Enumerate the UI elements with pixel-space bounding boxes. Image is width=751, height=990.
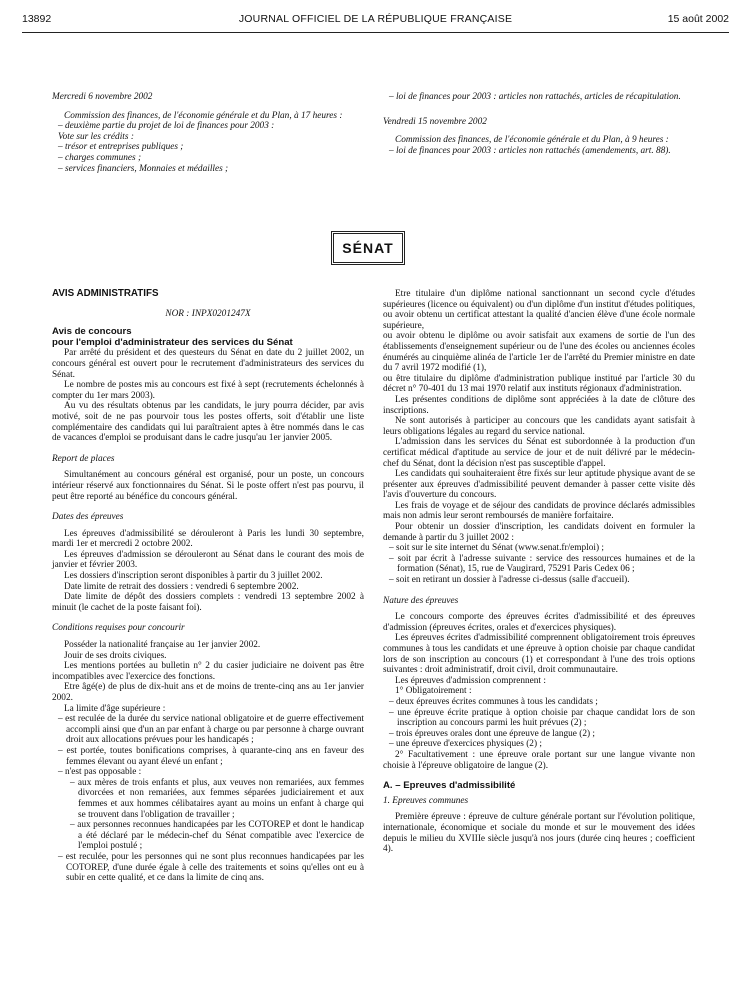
paragraph: Date limite de retrait des dossiers : vendredi 6 septembre 2002. xyxy=(64,581,299,592)
nor-reference: NOR : INPX0201247X xyxy=(165,308,251,319)
list-item: – soit sur le site internet du Sénat (www.senat.fr/emploi) ; xyxy=(389,543,604,554)
paragraph: Pour obtenir un dossier d'inscription, les candidats doivent en formuler la demande à partir du 3 juillet 2002 : xyxy=(383,522,695,543)
left-column xyxy=(52,289,364,884)
paragraph: Les épreuves d'admission se dérouleront au Sénat dans le courant des mois de janvier et février 2003. xyxy=(52,549,364,571)
list-item: – une épreuve d'exercices physiques (2) ; xyxy=(389,739,542,750)
list-item: – est portée, toutes bonifications comprises, à quarante-cinq ans en faveur des femmes élevant ou ayant élevé un enfant ; xyxy=(58,745,364,767)
agenda-item: Vote sur les crédits : xyxy=(58,131,134,142)
paragraph: Première épreuve : épreuve de culture générale portant sur l'évolution politique, internationale, économique et sociale du monde et sur le mouvement des idées depuis le milieu du XVIIIe siècle jusqu'à nos jours (durée cinq heures ; coefficient 4). xyxy=(383,812,695,855)
list-item: – n'est pas opposable : xyxy=(58,767,142,778)
notice-title: Avis de concours xyxy=(52,326,132,338)
agenda-commission: Commission des finances, de l'économie générale et du Plan, à 17 heures : xyxy=(64,110,343,121)
paragraph: Les frais de voyage et de séjour des candidats de province déclarés admissibles mais non admis leur seront remboursés de manière forfaitaire. xyxy=(383,500,695,522)
paragraph: L'admission dans les services du Sénat est subordonnée à la production d'un certificat médical d'aptitude au service de jour et de nuit délivré par le médecin-chef du Sénat, dont la décision n'est pas susceptible d'appel. xyxy=(383,437,695,469)
page-number: 13892 xyxy=(22,13,52,25)
agenda-item: – deuxième partie du projet de loi de finances pour 2003 : xyxy=(58,121,275,132)
paragraph: Le nombre de postes mis au concours est fixé à sept (recrutements échelonnés à compter du 1er mars 2003). xyxy=(52,380,364,401)
paragraph: Les présentes conditions de diplôme sont appréciées à la date de clôture des inscriptions. xyxy=(383,394,695,416)
paragraph: Les mentions portées au bulletin n° 2 du casier judiciaire ne doivent pas être incompatibles avec l'exercice des fonctions. xyxy=(52,661,364,682)
paragraph: Posséder la nationalité française au 1er janvier 2002. xyxy=(64,640,261,651)
agenda-left xyxy=(52,92,364,174)
agenda-day: Mercredi 6 novembre 2002 xyxy=(52,92,153,102)
list-item: – soit par écrit à l'adresse suivante : service des ressources humaines et de la formation (Sénat), 15, rue de Vaugirard, 75291 Paris Cedex 06 ; xyxy=(389,553,695,575)
right-column xyxy=(383,289,695,855)
page-header xyxy=(22,13,729,29)
list-item: – aux mères de trois enfants et plus, aux veuves non remariées, aux femmes divorcées et non remariées, aux femmes séparées judiciairement et aux femmes et aux hommes célibataires ayant au moins un enfant à charge qui se trouvent dans l'obligation de travailler ; xyxy=(70,777,364,820)
paragraph: La limite d'âge supérieure : xyxy=(64,703,166,714)
subheading: Dates des épreuves xyxy=(52,512,124,523)
agenda-item: – loi de finances pour 2003 : articles non rattachés, articles de récapitulation. xyxy=(389,92,681,102)
paragraph: 1° Obligatoirement : xyxy=(395,686,472,697)
list-item: – une épreuve écrite pratique à option choisie par chaque candidat lors de son inscription au concours parmi les huit prévues (2) ; xyxy=(389,707,695,729)
paragraph: Les dossiers d'inscription seront disponibles à partir du 3 juillet 2002. xyxy=(64,571,323,582)
senat-box: SÉNAT xyxy=(331,231,405,265)
paragraph: Par arrêté du président et des questeurs du Sénat en date du 2 juillet 2002, un concours général est ouvert pour le recrutement d'administrateurs des services du Sénat. xyxy=(52,348,364,380)
list-item: – trois épreuves orales dont une épreuve de langue (2) ; xyxy=(389,728,596,739)
paragraph: ou avoir obtenu le diplôme ou avoir satisfait aux examens de sortie de l'un des établissements d'enseignement supérieur ou de l'une des écoles ou anciennes écoles énumérés au cinquième alinéa de l'article 1er de l'arrêté du Premier ministre en date du 7 avril 1972 modifié (1), xyxy=(383,331,695,374)
list-item: – aux personnes reconnues handicapées par les COTOREP et dont le handicap a été déclaré par le médecin-chef du Sénat compatible avec l'exercice de l'emploi postulé ; xyxy=(70,820,364,852)
subheading: Conditions requises pour concourir xyxy=(52,623,185,634)
paragraph: Le concours comporte des épreuves écrites d'admissibilité et des épreuves d'admission (épreuves écrites, orales et d'exercices physiques). xyxy=(383,612,695,633)
list-item: – est reculée de la durée du service national obligatoire et de guerre effectivement accompli ainsi que d'un an par enfant à charge ou par personne à charge ouvrant droit aux allocations prévues pour les handicapés ; xyxy=(58,714,364,746)
agenda-item: – charges communes ; xyxy=(58,152,142,163)
agenda-item: – trésor et entreprises publiques ; xyxy=(58,142,184,153)
journal-title: JOURNAL OFFICIEL DE LA RÉPUBLIQUE FRANÇAISE xyxy=(238,13,513,25)
list-item: – deux épreuves écrites communes à tous les candidats ; xyxy=(389,696,598,707)
notice-subtitle: pour l'emploi d'administrateur des services du Sénat xyxy=(52,336,293,348)
paragraph: Au vu des résultats obtenus par les candidats, le jury pourra décider, par avis motivé, soit de ne pas pourvoir tous les postes offerts, soit d'établir une liste complémentaire des candidats qui lui paraîtraient aptes à être nommés dans le cas de vacances d'emploi se produisant dans le cadre jusqu'au 1er janvier 2005. xyxy=(52,401,364,444)
paragraph: Etre titulaire d'un diplôme national sanctionnant un second cycle d'études supérieures (licence ou équivalent) ou d'un diplôme d'un institut d'études politiques, xyxy=(383,289,696,310)
agenda-commission: Commission des finances, de l'économie générale et du Plan, à 9 heures : xyxy=(395,135,669,146)
paragraph: Etre âgé(e) de plus de dix-huit ans et de moins de trente-cinq ans au 1er janvier 2002. xyxy=(52,682,364,703)
paragraph: Date limite de dépôt des dossiers complets : vendredi 13 septembre 2002 à minuit (le cachet de la poste faisant foi). xyxy=(52,592,364,613)
agenda-item: – loi de finances pour 2003 : articles non rattachés (amendements, art. 88). xyxy=(389,145,671,156)
paragraph: Jouir de ses droits civiques. xyxy=(64,650,167,661)
issue-date: 15 août 2002 xyxy=(667,13,729,25)
agenda-right xyxy=(383,92,695,156)
paragraph: Les épreuves écrites d'admissibilité comprennent obligatoirement trois épreuves communes à tous les candidats et une épreuve à option choisie par chaque candidat lors de son inscription au concours (1) et correspondant à l'une des trois options suivantes : droit administratif, droit civil, droit communautaire. xyxy=(383,633,695,676)
section-heading: A. – Epreuves d'admissibilité xyxy=(383,780,516,792)
section-title: AVIS ADMINISTRATIFS xyxy=(52,288,159,299)
paragraph: ou avoir obtenu un certificat attestant la qualité d'ancien élève d'une école normale supérieure, xyxy=(383,310,695,331)
agenda-item: – services financiers, Monnaies et médailles ; xyxy=(58,163,229,174)
paragraph: Simultanément au concours général est organisé, pour un poste, un concours intérieur réservé aux fonctionnaires du Sénat. Si le poste offert n'est pas pourvu, il peut être reporté au bénéfice du concours général. xyxy=(52,470,364,502)
paragraph: ou être titulaire du diplôme d'administration publique institué par l'article 30 du décret n° 70-401 du 13 mai 1970 relatif aux instituts régionaux d'administration. xyxy=(383,373,695,395)
subheading: Report de places xyxy=(52,453,115,464)
paragraph: Les candidats qui souhaiteraient être fixés sur leur aptitude physique avant de se présenter aux épreuves d'admissibilité peuvent demander à passer cette visite dès l'avis d'ouverture du concours. xyxy=(383,469,695,501)
subheading: 1. Epreuves communes xyxy=(383,795,469,806)
agenda-day: Vendredi 15 novembre 2002 xyxy=(383,116,487,127)
paragraph: Les épreuves d'admission comprennent : xyxy=(395,675,546,686)
subheading: Nature des épreuves xyxy=(383,595,459,606)
paragraph: Les épreuves d'admissibilité se dérouleront à Paris les lundi 30 septembre, mardi 1er et mercredi 2 octobre 2002. xyxy=(52,528,364,550)
list-item: – est reculée, pour les personnes qui ne sont plus reconnues handicapées par les COTOREP, d'une durée égale à celle des traitements et soins qu'elles ont eu à subir en cette qualité, et ce dans la limite de cinq ans. xyxy=(58,851,364,884)
paragraph: 2° Facultativement : une épreuve orale portant sur une langue vivante non choisie à l'épreuve obligatoire de langue (2). xyxy=(383,749,695,771)
paragraph: Ne sont autorisés à participer au concours que les candidats ayant satisfait à leurs obligations légales au regard du service national. xyxy=(383,416,695,437)
header-rule xyxy=(22,32,729,33)
list-item: – soit en retirant un dossier à l'adresse ci-dessus (salle d'accueil). xyxy=(389,575,630,586)
